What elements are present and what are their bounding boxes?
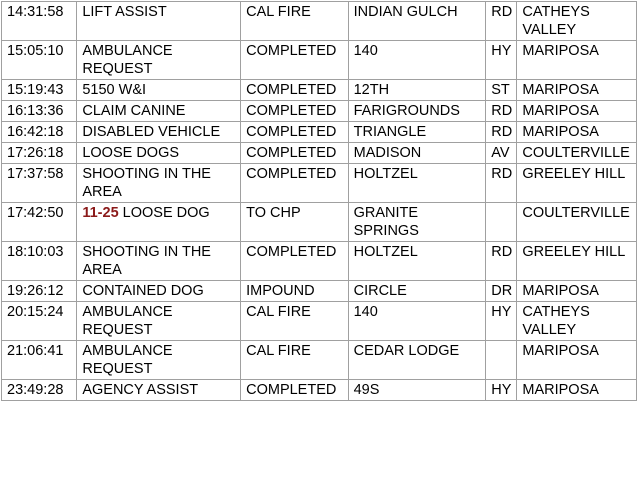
time-cell: 19:26:12 — [2, 281, 77, 302]
disposition-cell: CAL FIRE — [241, 302, 349, 341]
disposition-cell: COMPLETED — [241, 143, 349, 164]
street-cell: 49S — [348, 380, 486, 401]
street-suffix-cell: ST — [486, 80, 517, 101]
call-type-cell — [77, 41, 241, 80]
city-cell: GREELEY HILL — [517, 242, 637, 281]
city-cell: CATHEYS VALLEY — [517, 2, 637, 41]
street-suffix-cell — [486, 341, 517, 380]
street-suffix-cell: HY — [486, 41, 517, 80]
table-row — [2, 302, 637, 341]
table-row — [2, 164, 637, 203]
street-suffix-cell: DR — [486, 281, 517, 302]
street-suffix-cell: HY — [486, 302, 517, 341]
table-row — [2, 122, 637, 143]
table-row — [2, 203, 637, 242]
city-cell: COULTERVILLE — [517, 143, 637, 164]
call-type-text: SHOOTING IN THE AREA — [82, 166, 211, 200]
call-type-cell — [77, 80, 241, 101]
call-type-text: AGENCY ASSIST — [82, 382, 199, 398]
street-cell: TRIANGLE — [348, 122, 486, 143]
street-cell: HOLTZEL — [348, 242, 486, 281]
street-suffix-cell: RD — [486, 101, 517, 122]
time-cell: 20:15:24 — [2, 302, 77, 341]
call-type-cell — [77, 281, 241, 302]
call-type-cell — [77, 203, 241, 242]
time-cell: 17:42:50 — [2, 203, 77, 242]
call-type-cell — [77, 164, 241, 203]
time-cell: 15:19:43 — [2, 80, 77, 101]
table-row — [2, 242, 637, 281]
street-suffix-cell: HY — [486, 380, 517, 401]
street-suffix-cell: RD — [486, 164, 517, 203]
street-cell: MADISON — [348, 143, 486, 164]
call-type-text: CLAIM CANINE — [82, 103, 186, 119]
call-log-body — [2, 2, 637, 401]
table-row — [2, 2, 637, 41]
time-cell: 15:05:10 — [2, 41, 77, 80]
table-row — [2, 380, 637, 401]
call-type-text: CONTAINED DOG — [82, 283, 204, 299]
street-suffix-cell: RD — [486, 2, 517, 41]
call-type-cell — [77, 341, 241, 380]
disposition-cell: COMPLETED — [241, 242, 349, 281]
city-cell: MARIPOSA — [517, 101, 637, 122]
table-row — [2, 41, 637, 80]
city-cell: MARIPOSA — [517, 341, 637, 380]
disposition-cell: COMPLETED — [241, 122, 349, 143]
street-cell: 12TH — [348, 80, 486, 101]
call-type-cell — [77, 2, 241, 41]
city-cell: MARIPOSA — [517, 80, 637, 101]
call-type-cell — [77, 302, 241, 341]
street-cell: INDIAN GULCH — [348, 2, 486, 41]
street-suffix-cell: RD — [486, 242, 517, 281]
table-row — [2, 101, 637, 122]
time-cell: 14:31:58 — [2, 2, 77, 41]
call-type-text: SHOOTING IN THE AREA — [82, 244, 211, 278]
call-type-text: AMBULANCE REQUEST — [82, 304, 173, 338]
table-row — [2, 281, 637, 302]
call-code: 11-25 — [82, 205, 119, 221]
time-cell: 23:49:28 — [2, 380, 77, 401]
time-cell: 18:10:03 — [2, 242, 77, 281]
disposition-cell: COMPLETED — [241, 380, 349, 401]
street-suffix-cell: AV — [486, 143, 517, 164]
city-cell: COULTERVILLE — [517, 203, 637, 242]
disposition-cell: COMPLETED — [241, 41, 349, 80]
table-row — [2, 80, 637, 101]
disposition-cell: IMPOUND — [241, 281, 349, 302]
call-type-text: LOOSE DOG — [122, 205, 210, 221]
call-type-cell — [77, 101, 241, 122]
street-cell: GRANITE SPRINGS — [348, 203, 486, 242]
call-type-text: AMBULANCE REQUEST — [82, 43, 173, 77]
time-cell: 16:42:18 — [2, 122, 77, 143]
city-cell: MARIPOSA — [517, 281, 637, 302]
street-cell: 140 — [348, 41, 486, 80]
call-type-cell — [77, 380, 241, 401]
street-cell: CEDAR LODGE — [348, 341, 486, 380]
call-type-text: AMBULANCE REQUEST — [82, 343, 173, 377]
disposition-cell: COMPLETED — [241, 101, 349, 122]
time-cell: 17:26:18 — [2, 143, 77, 164]
disposition-cell: TO CHP — [241, 203, 349, 242]
street-suffix-cell: RD — [486, 122, 517, 143]
city-cell: CATHEYS VALLEY — [517, 302, 637, 341]
call-type-text: 5150 W&I — [82, 82, 147, 98]
street-suffix-cell — [486, 203, 517, 242]
table-row — [2, 143, 637, 164]
street-cell: 140 — [348, 302, 486, 341]
disposition-cell: CAL FIRE — [241, 341, 349, 380]
call-type-text: LOOSE DOGS — [82, 145, 180, 161]
city-cell: MARIPOSA — [517, 380, 637, 401]
call-type-text: LIFT ASSIST — [82, 4, 167, 20]
disposition-cell: CAL FIRE — [241, 2, 349, 41]
time-cell: 17:37:58 — [2, 164, 77, 203]
call-type-cell — [77, 143, 241, 164]
table-row — [2, 341, 637, 380]
time-cell: 16:13:36 — [2, 101, 77, 122]
city-cell: MARIPOSA — [517, 41, 637, 80]
disposition-cell: COMPLETED — [241, 164, 349, 203]
city-cell: MARIPOSA — [517, 122, 637, 143]
disposition-cell: COMPLETED — [241, 80, 349, 101]
time-cell: 21:06:41 — [2, 341, 77, 380]
street-cell: CIRCLE — [348, 281, 486, 302]
call-log-table — [1, 1, 637, 401]
street-cell: FARIGROUNDS — [348, 101, 486, 122]
call-type-cell — [77, 242, 241, 281]
call-type-text: DISABLED VEHICLE — [82, 124, 221, 140]
street-cell: HOLTZEL — [348, 164, 486, 203]
city-cell: GREELEY HILL — [517, 164, 637, 203]
call-type-cell — [77, 122, 241, 143]
